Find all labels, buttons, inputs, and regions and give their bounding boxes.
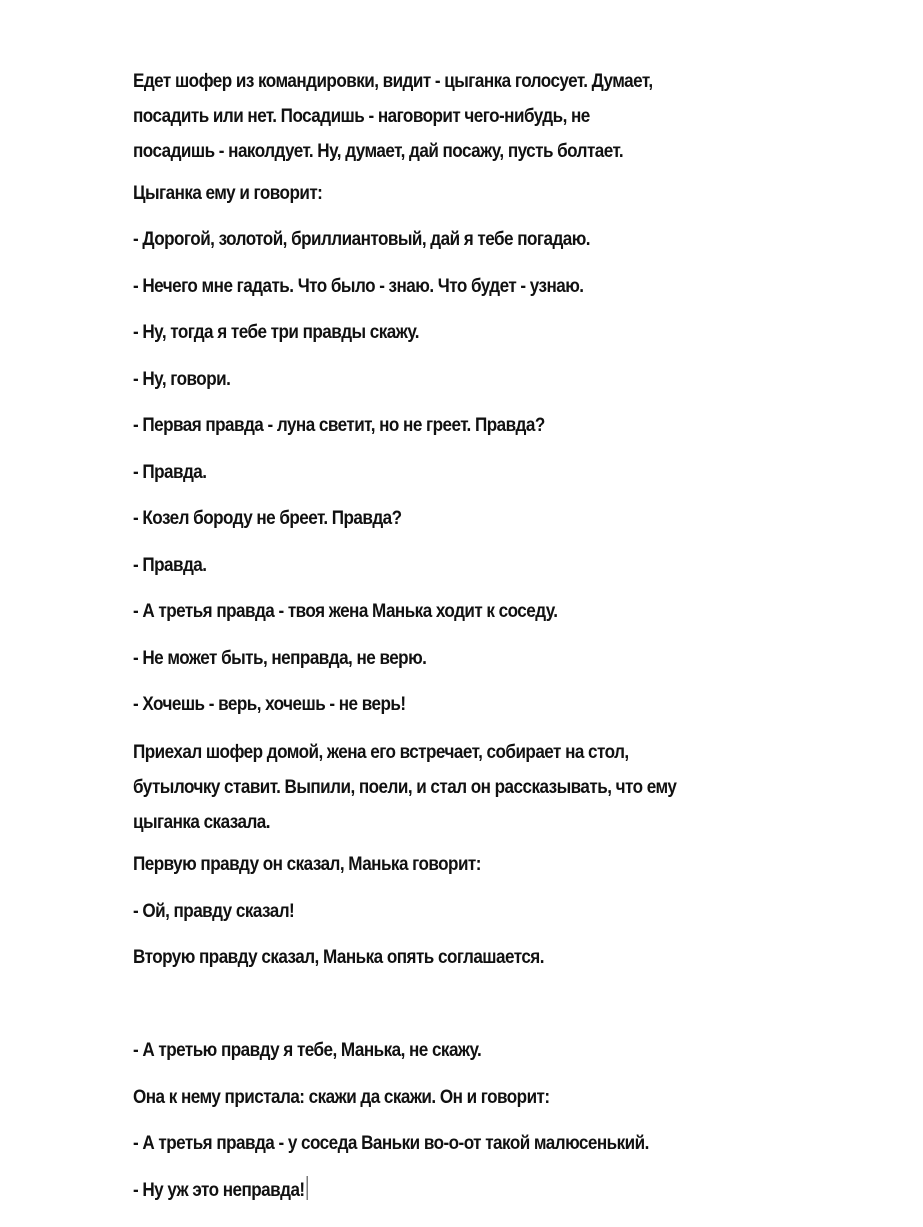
dialogue-line: - Ну, говори. — [133, 369, 231, 390]
dialogue-line: - А третья правда - у соседа Ваньки во-о-от такой малюсенький. — [133, 1133, 649, 1154]
paragraph-intro: Едет шофер из командировки, видит - цыганка голосует. Думает, посадить или нет. Посадишь - наговорит чего-нибудь, не посадишь - наколдует. Ну, думает, дай посажу, пусть болтает. — [133, 71, 653, 162]
dialogue-line-last: - Ну уж это неправда! — [133, 1180, 305, 1201]
dialogue-line: - Первая правда - луна светит, но не греет. Правда? — [133, 415, 545, 436]
dialogue-line: - Ой, правду сказал! — [133, 901, 295, 922]
dialogue-line: - Нечего мне гадать. Что было - знаю. Что будет - узнаю. — [133, 276, 584, 297]
paragraph: Цыганка ему и говорит: — [133, 183, 323, 204]
dialogue-line: - Хочешь - верь, хочешь - не верь! — [133, 694, 406, 715]
dialogue-line: - А третья правда - твоя жена Манька ходит к соседу. — [133, 601, 558, 622]
dialogue-line: - Правда. — [133, 555, 207, 576]
dialogue-line: - Правда. — [133, 462, 207, 483]
text-cursor — [306, 1176, 307, 1200]
dialogue-line: - Ну, тогда я тебе три правды скажу. — [133, 322, 420, 343]
paragraph: Она к нему пристала: скажи да скажи. Он и говорит: — [133, 1087, 550, 1108]
dialogue-line: - А третью правду я тебе, Манька, не скажу. — [133, 1040, 482, 1061]
paragraph: Первую правду он сказал, Манька говорит: — [133, 854, 481, 875]
dialogue-line: - Дорогой, золотой, бриллиантовый, дай я тебе погадаю. — [133, 229, 591, 250]
dialogue-line: - Не может быть, неправда, не верю. — [133, 648, 427, 669]
paragraph-home: Приехал шофер домой, жена его встречает, собирает на стол, бутылочку ставит. Выпили, поели, и стал он рассказывать, что ему цыганка сказала. — [133, 742, 677, 833]
dialogue-line: - Козел бороду не бреет. Правда? — [133, 508, 402, 529]
paragraph: Вторую правду сказал, Манька опять соглашается. — [133, 947, 544, 968]
